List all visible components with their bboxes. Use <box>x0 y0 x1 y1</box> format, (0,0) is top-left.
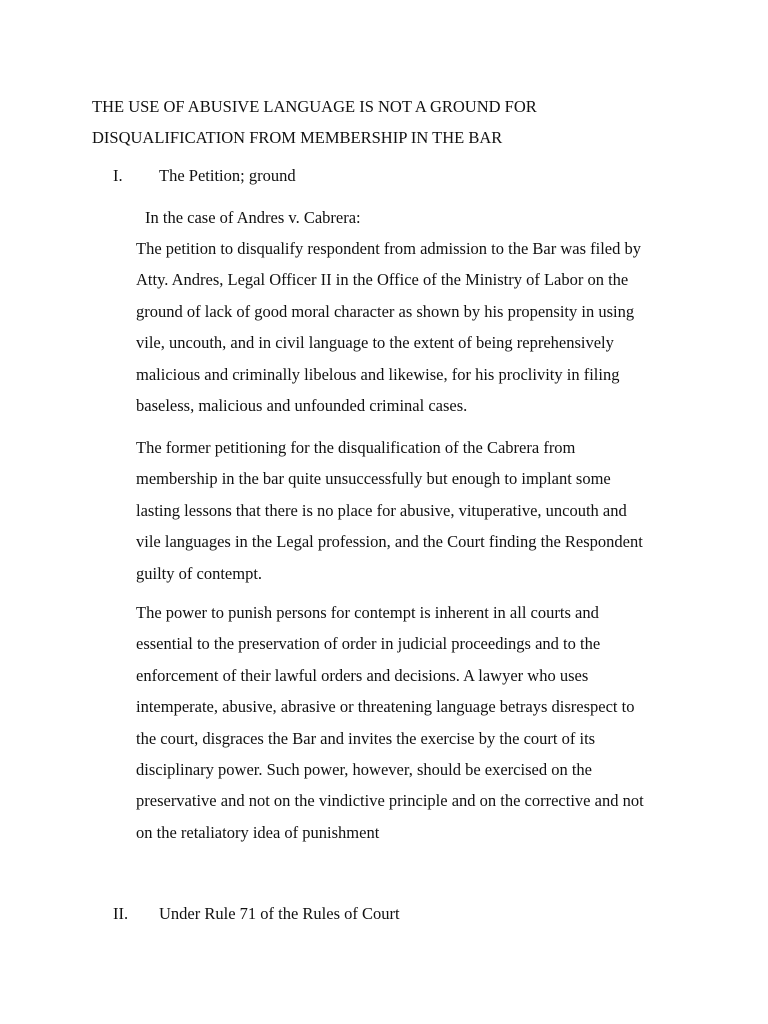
section-heading-1 <box>113 165 296 187</box>
paragraph-line: essential to the preservation of order in judicial proceedings and to the <box>136 634 601 654</box>
paragraph-line: vile, uncouth, and in civil language to the extent of being reprehensively <box>136 333 614 353</box>
paragraph-line: The power to punish persons for contempt is inherent in all courts and <box>136 603 599 622</box>
paragraph-line: intemperate, abusive, abrasive or threatening language betrays disrespect to <box>136 697 635 717</box>
paragraph-line: membership in the bar quite unsuccessfully but enough to implant some <box>136 469 611 489</box>
title-line: DISQUALIFICATION FROM MEMBERSHIP IN THE BAR <box>92 128 503 147</box>
paragraph-line: the court, disgraces the Bar and invites the exercise by the court of its <box>136 728 596 748</box>
paragraph-contempt-power <box>136 597 696 848</box>
paragraph-line: lasting lessons that there is no place for abusive, vituperative, uncouth and <box>136 500 627 520</box>
title-line: THE USE OF ABUSIVE LANGUAGE IS NOT A GROUND FOR <box>92 97 537 116</box>
paragraph-line: preservative and not on the vindictive principle and on the corrective and not <box>136 791 644 811</box>
paragraph-line: malicious and criminally libelous and likewise, for his proclivity in filing <box>136 364 620 384</box>
case-intro: In the case of Andres v. Cabrera: <box>145 208 361 227</box>
section-title: The Petition; ground <box>159 166 296 185</box>
section-title: Under Rule 71 of the Rules of Court <box>159 904 400 923</box>
paragraph-line: disciplinary power. Such power, however, should be exercised on the <box>136 760 592 780</box>
section-heading-2 <box>113 903 400 925</box>
paragraph-line: guilty of contempt. <box>136 563 263 583</box>
paragraph-line: enforcement of their lawful orders and decisions. A lawyer who uses <box>136 665 589 685</box>
document-title <box>92 91 732 153</box>
paragraph-line: ground of lack of good moral character as shown by his propensity in using <box>136 301 635 321</box>
paragraph-petition <box>136 233 696 421</box>
section-numeral: II. <box>113 904 129 923</box>
section-numeral: I. <box>113 166 123 185</box>
paragraph-line: on the retaliatory idea of punishment <box>136 822 380 842</box>
paragraph-line: The petition to disqualify respondent from admission to the Bar was filed by <box>136 239 641 258</box>
paragraph-line: baseless, malicious and unfounded criminal cases. <box>136 396 468 416</box>
paragraph-outcome <box>136 432 696 589</box>
paragraph-line: vile languages in the Legal profession, and the Court finding the Respondent <box>136 532 643 552</box>
paragraph-line: The former petitioning for the disqualification of the Cabrera from <box>136 438 576 457</box>
paragraph-line: Atty. Andres, Legal Officer II in the Office of the Ministry of Labor on the <box>136 270 629 290</box>
